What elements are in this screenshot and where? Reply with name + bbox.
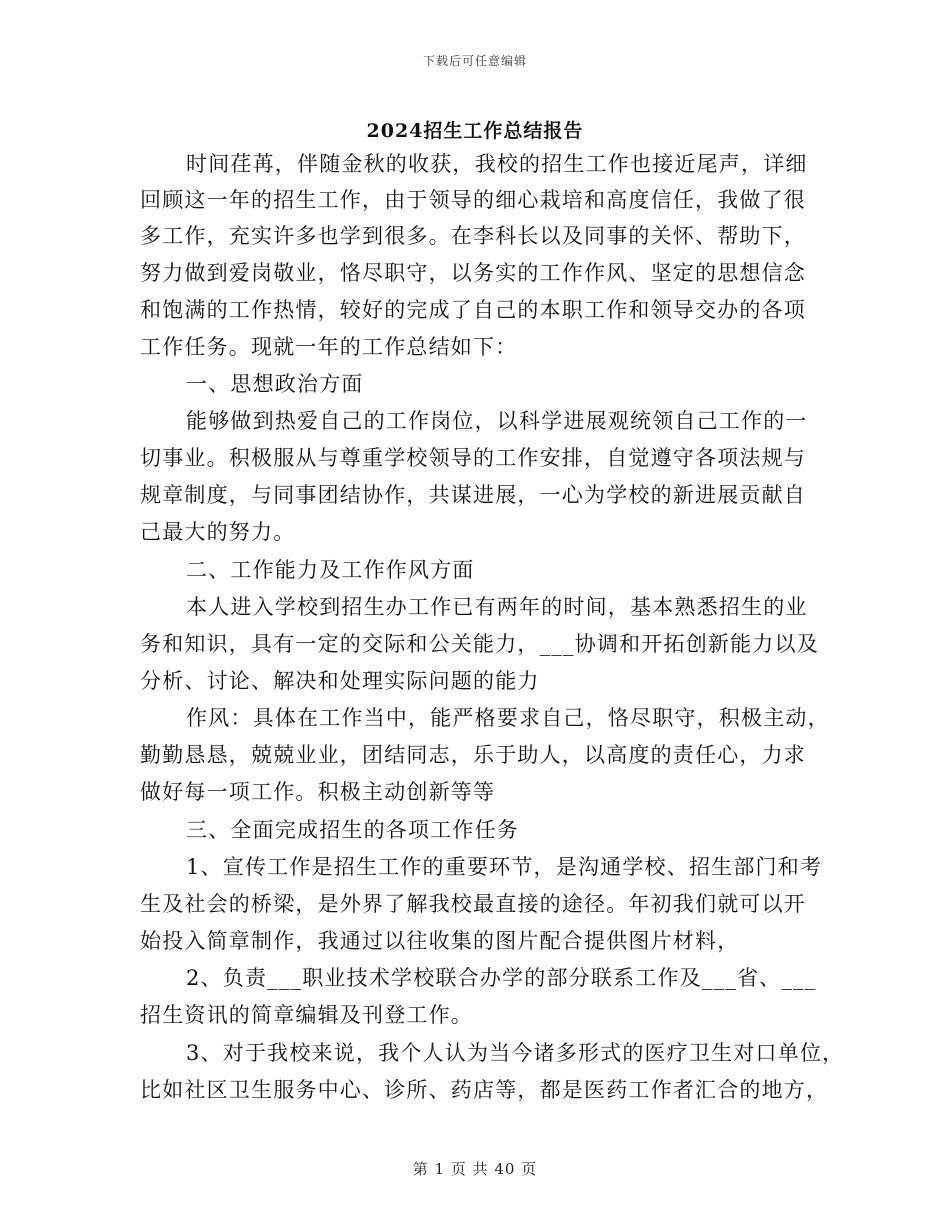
- body-line: 分析、讨论、解决和处理实际问题的能力: [140, 669, 540, 693]
- page-footer: 第 1 页 共 40 页: [412, 1160, 538, 1178]
- section-heading: 二、工作能力及工作作风方面: [186, 558, 475, 582]
- body-line: 始投入简章制作，我通过以往收集的图片配合提供图片材料，: [140, 929, 740, 953]
- header-note: 下载后可任意编辑: [422, 54, 527, 68]
- body-line: 本人进入学校到招生办工作已有两年的时间，基本熟悉招生的业: [186, 595, 808, 619]
- body-line: 和饱满的工作热情，较好的完成了自己的本职工作和领导交办的各项: [140, 298, 806, 322]
- body-line: 招生资讯的简章编辑及刊登工作。: [140, 1003, 473, 1027]
- body-line: 多工作，充实许多也学到很多。在李科长以及同事的关怀、帮助下，: [140, 224, 806, 248]
- body-line: 做好每一项工作。积极主动创新等等: [140, 780, 496, 804]
- body-line: 1、宣传工作是招生工作的重要环节，是沟通学校、招生部门和考: [186, 855, 823, 879]
- body-line: 能够做到热爱自己的工作岗位，以科学进展观统领自己工作的一: [186, 409, 808, 433]
- body-line: 务和知识，具有一定的交际和公关能力，___协调和开拓创新能力以及: [140, 632, 819, 656]
- body-line: 2、负责___职业技术学校联合办学的部分联系工作及___省、___: [186, 966, 817, 990]
- body-line: 3、对于我校来说，我个人认为当今诸多形式的医疗卫生对口单位，: [186, 1041, 845, 1065]
- body-line: 回顾这一年的招生工作，由于领导的细心栽培和高度信任，我做了很: [140, 188, 806, 212]
- body-line: 勤勤恳恳，兢兢业业，团结同志，乐于助人，以高度的责任心，力求: [140, 743, 806, 767]
- body-line: 工作任务。现就一年的工作总结如下：: [140, 335, 518, 359]
- section-heading: 一、思想政治方面: [186, 372, 364, 396]
- body-line: 作风：具体在工作当中，能严格要求自己，恪尽职守，积极主动，: [186, 706, 830, 730]
- document-title: 2024招生工作总结报告: [366, 120, 584, 142]
- body-line: 比如社区卫生服务中心、诊所、药店等，都是医药工作者汇合的地方，: [140, 1078, 829, 1102]
- body-line: 时间荏苒，伴随金秋的收获，我校的招生工作也接近尾声，详细: [186, 152, 808, 176]
- section-heading: 三、全面完成招生的各项工作任务: [186, 818, 519, 842]
- body-line: 切事业。积极服从与尊重学校领导的工作安排，自觉遵守各项法规与: [140, 446, 806, 470]
- body-line: 规章制度，与同事团结协作，共谋进展，一心为学校的新进展贡献自: [140, 483, 806, 507]
- body-line: 己最大的努力。: [140, 520, 296, 544]
- body-line: 努力做到爱岗敬业，恪尽职守，以务实的工作作风、坚定的思想信念: [140, 261, 806, 285]
- body-line: 生及社会的桥梁，是外界了解我校最直接的途径。年初我们就可以开: [140, 892, 806, 916]
